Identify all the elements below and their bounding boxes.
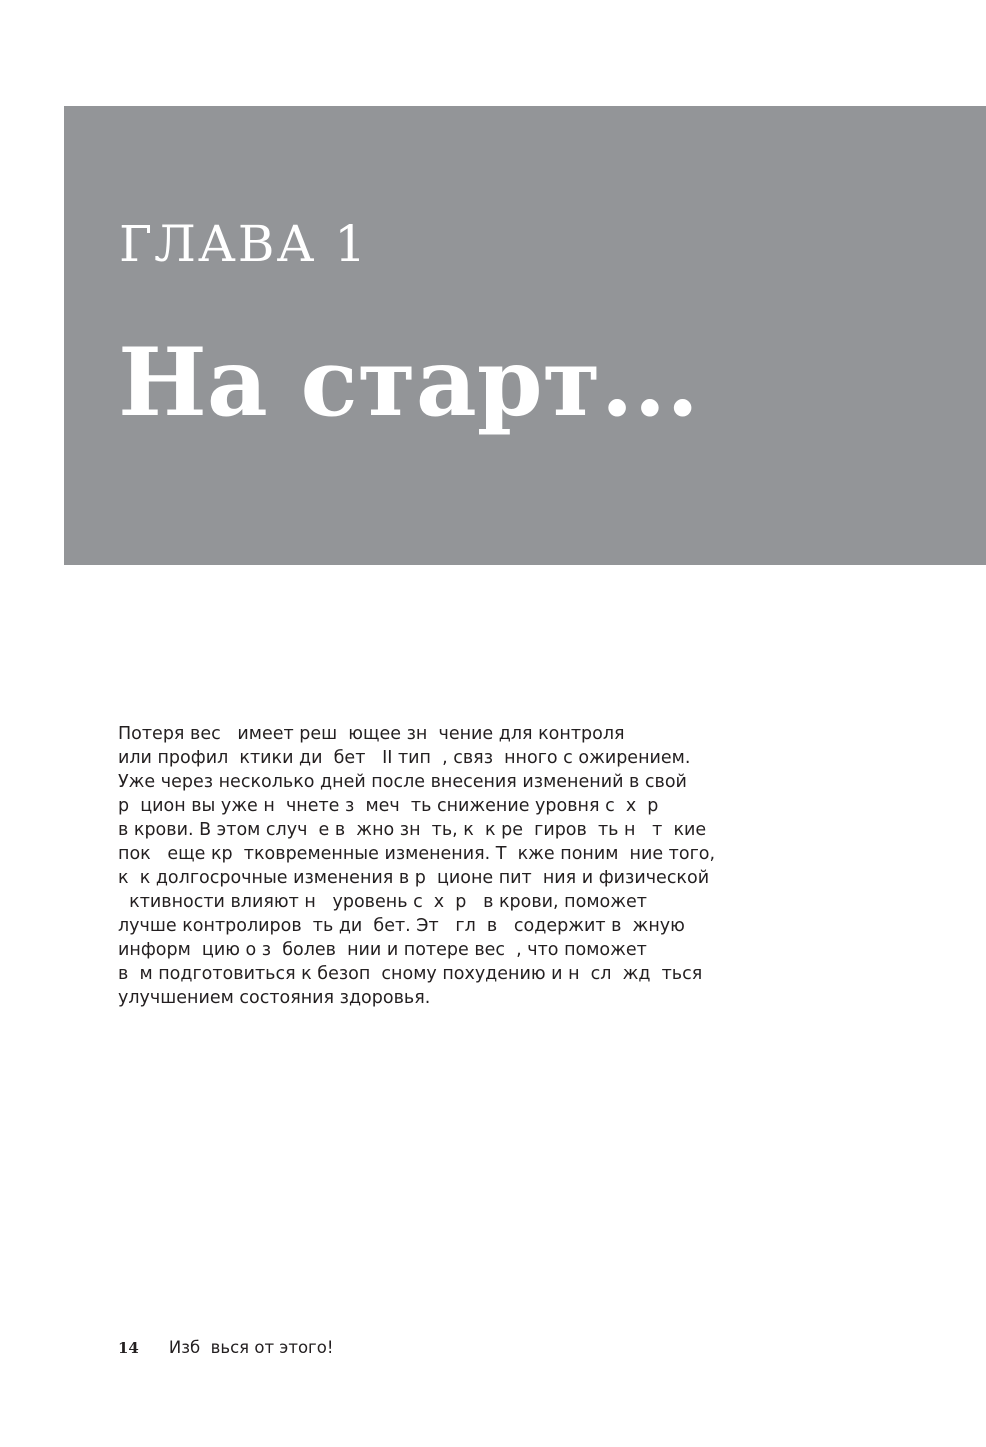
body-line: пок еще кр тковременные изменения. Т кже поним ние того,: [118, 844, 716, 864]
chapter-label: ГЛАВА 1: [119, 215, 369, 273]
body-line: в крови. В этом случ е в жно зн ть, к к ре гиров ть н т кие: [118, 820, 707, 840]
body-paragraph: [118, 722, 758, 1010]
chapter-banner: [64, 106, 986, 565]
page-number: 14: [118, 1339, 139, 1357]
body-line: лучше контролиров ть ди бет. Эт гл в содержит в жную: [118, 916, 685, 936]
page-footer: [118, 1336, 333, 1360]
body-line: Уже через несколько дней после внесения изменений в свой: [118, 772, 687, 792]
body-line: р цион вы уже н чнете з меч ть снижение уровня с х р: [118, 796, 659, 816]
chapter-title: На старт...: [118, 328, 699, 438]
body-line: к к долгосрочные изменения в р ционе пит ния и физической: [118, 868, 710, 888]
body-line: или профил ктики ди бет II тип , связ нного с ожирением.: [118, 748, 691, 768]
body-line: информ цию о з болев нии и потере вес , что поможет: [118, 940, 647, 960]
body-line: в м подготовиться к безоп сному похудению и н сл жд ться: [118, 964, 703, 984]
body-line: ктивности влияют н уровень с х р в крови, поможет: [118, 892, 647, 912]
running-title: Изб вься от этого!: [168, 1338, 334, 1357]
body-line: Потеря вес имеет реш ющее зн чение для контроля: [118, 724, 625, 744]
body-line: улучшением состояния здоровья.: [118, 988, 431, 1008]
